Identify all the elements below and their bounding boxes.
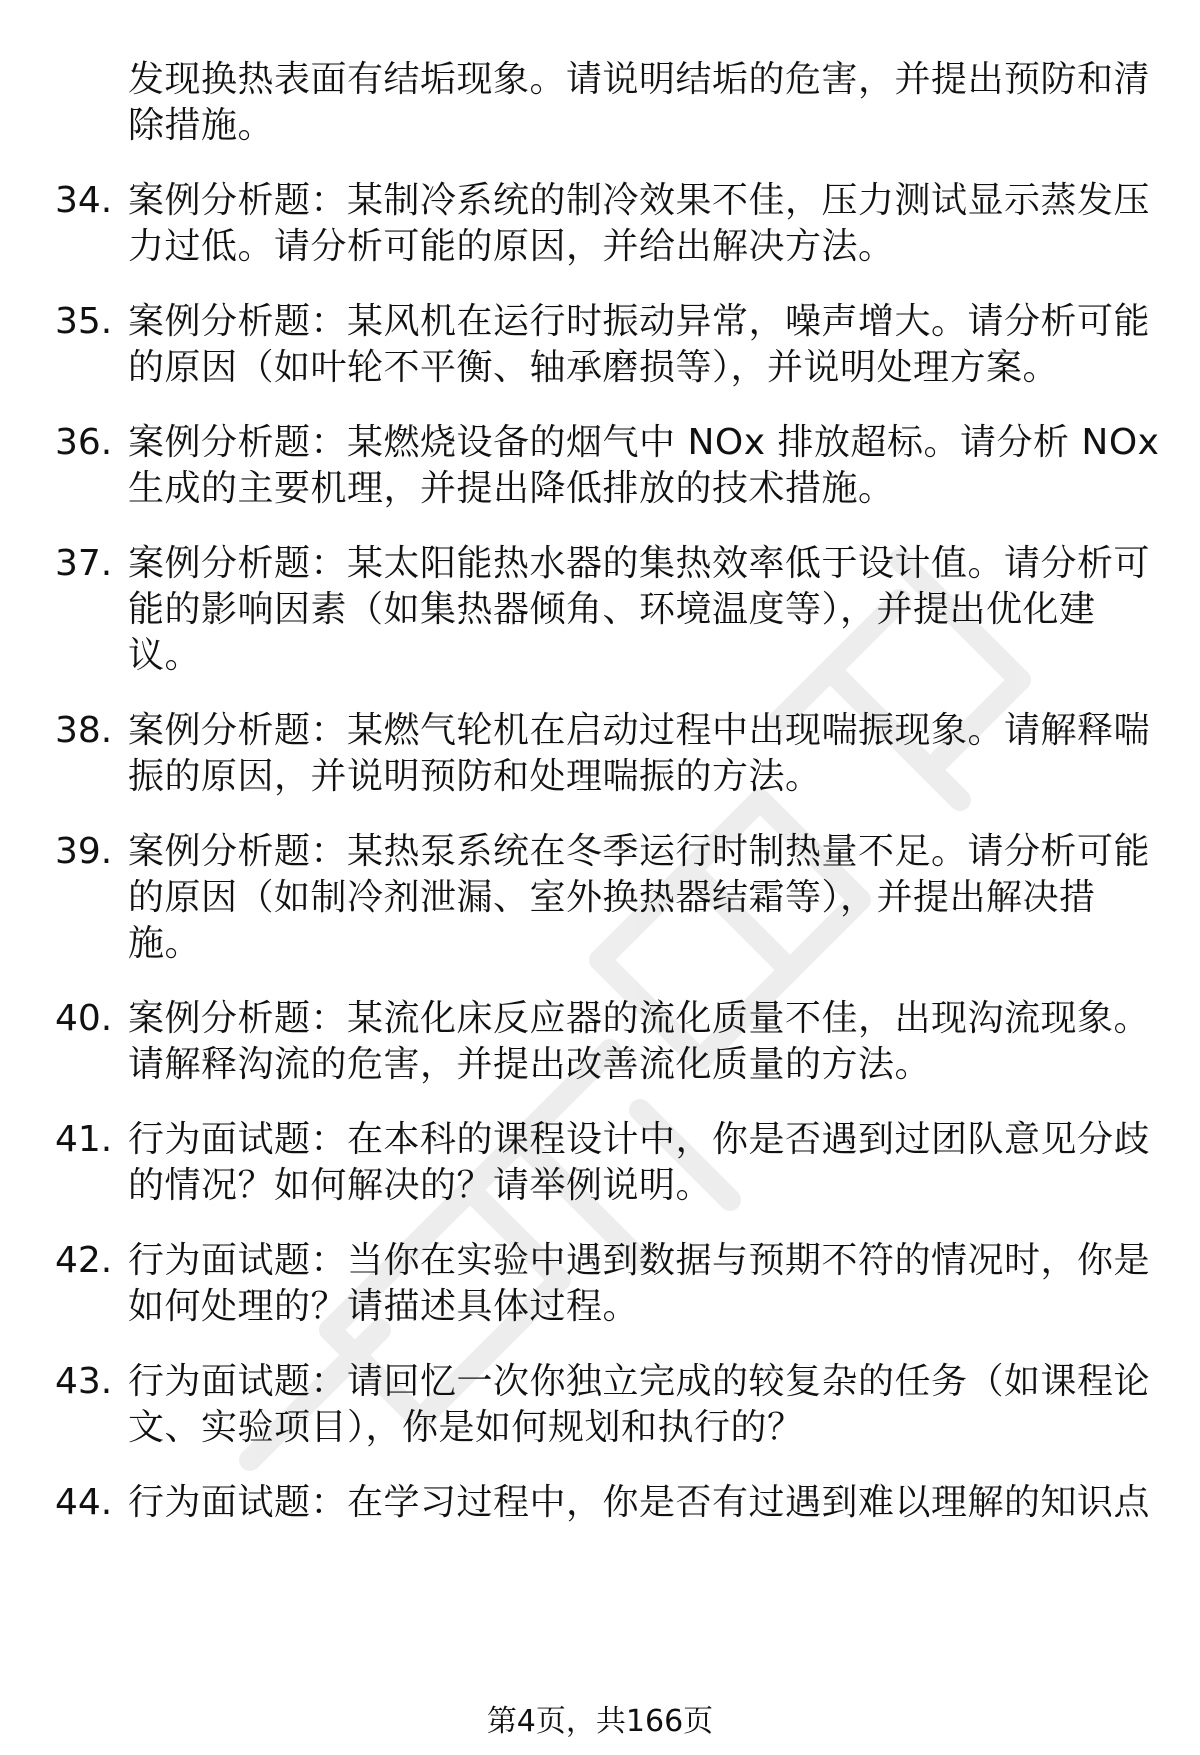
question-35-line-2: 的原因（如叶轮不平衡、轴承磨损等），并说明处理方案。 — [128, 347, 1060, 388]
question-36-line-1: 案例分析题：某燃烧设备的烟气中 NOx 排放超标。请分析 NOx — [128, 422, 1160, 463]
question-36-line-2: 生成的主要机理，并提出降低排放的技术措施。 — [128, 468, 895, 509]
question-41-number: 41. — [55, 1119, 113, 1160]
question-39-line-3: 施。 — [128, 923, 202, 964]
question-37-line-2: 能的影响因素（如集热器倾角、环境温度等），并提出优化建 — [128, 589, 1096, 630]
question-38-number: 38. — [55, 710, 113, 751]
question-37-line-3: 议。 — [128, 635, 202, 676]
question-39-line-1: 案例分析题：某热泵系统在冬季运行时制热量不足。请分析可能 — [128, 831, 1151, 872]
question-40-line-2: 请解释沟流的危害，并提出改善流化质量的方法。 — [128, 1044, 932, 1085]
question-41-line-1: 行为面试题：在本科的课程设计中，你是否遇到过团队意见分歧 — [128, 1119, 1151, 1160]
question-35-number: 35. — [55, 301, 113, 342]
intro-line-1: 发现换热表面有结垢现象。请说明结垢的危害，并提出预防和清 — [128, 59, 1151, 100]
question-39-number: 39. — [55, 831, 113, 872]
question-40-number: 40. — [55, 998, 113, 1039]
question-44-number: 44. — [55, 1482, 113, 1523]
question-42-line-2: 如何处理的？请描述具体过程。 — [128, 1286, 640, 1327]
intro-line-2: 除措施。 — [128, 105, 275, 146]
question-34-number: 34. — [55, 180, 113, 221]
question-39-line-2: 的原因（如制冷剂泄漏、室外换热器结霜等），并提出解决措 — [128, 877, 1096, 918]
question-43-line-1: 行为面试题：请回忆一次你独立完成的较复杂的任务（如课程论 — [128, 1361, 1151, 1402]
question-37-line-1: 案例分析题：某太阳能热水器的集热效率低于设计值。请分析可 — [128, 543, 1151, 584]
question-38-line-2: 振的原因，并说明预防和处理喘振的方法。 — [128, 756, 822, 797]
question-44-line-1: 行为面试题：在学习过程中，你是否有过遇到难以理解的知识点 — [128, 1482, 1151, 1523]
question-40-line-1: 案例分析题：某流化床反应器的流化质量不佳，出现沟流现象。 — [128, 998, 1151, 1039]
question-34-line-2: 力过低。请分析可能的原因，并给出解决方法。 — [128, 226, 895, 267]
question-38-line-1: 案例分析题：某燃气轮机在启动过程中出现喘振现象。请解释喘 — [128, 710, 1151, 751]
question-42-number: 42. — [55, 1240, 113, 1281]
question-35-line-1: 案例分析题：某风机在运行时振动异常，噪声增大。请分析可能 — [128, 301, 1151, 342]
question-43-line-2: 文、实验项目），你是如何规划和执行的？ — [128, 1407, 804, 1448]
question-36-number: 36. — [55, 422, 113, 463]
page-footer: 第4页，共166页 — [486, 1704, 714, 1739]
question-43-number: 43. — [55, 1361, 113, 1402]
question-37-number: 37. — [55, 543, 113, 584]
question-34-line-1: 案例分析题：某制冷系统的制冷效果不佳，压力测试显示蒸发压 — [128, 180, 1151, 221]
question-42-line-1: 行为面试题：当你在实验中遇到数据与预期不符的情况时，你是 — [128, 1240, 1151, 1281]
question-41-line-2: 的情况？如何解决的？请举例说明。 — [128, 1165, 713, 1206]
